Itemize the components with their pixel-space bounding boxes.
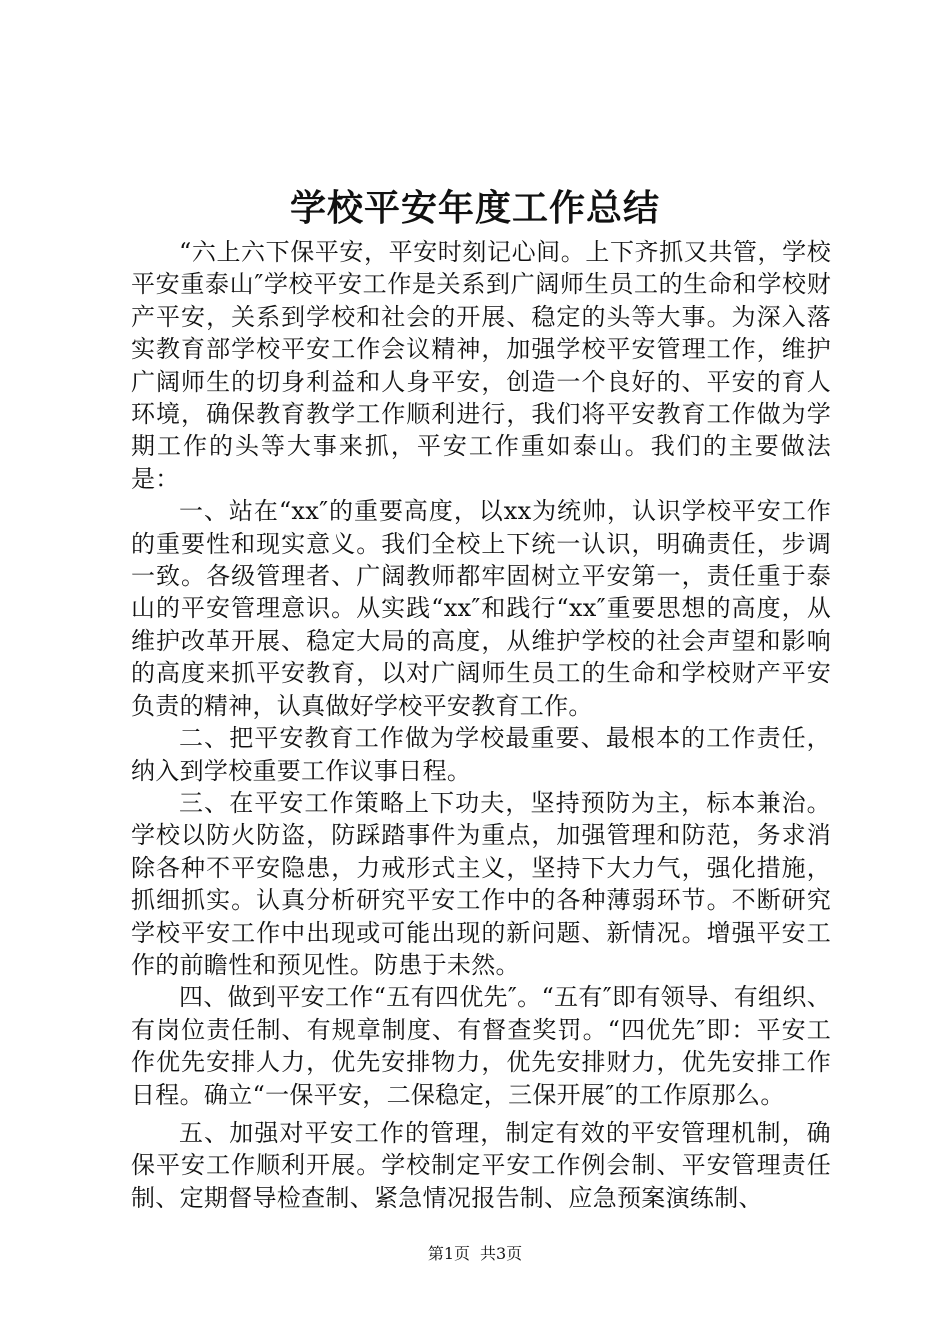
paragraph-item-1: 一、站在“xx″的重要高度，以xx为统帅，认识学校平安工作的重要性和现实意义。我们全校上下统一认识，明确责任，步调一致。各级管理者、广阔教师都牢固树立平安第一，责任重于泰山的平安管理意识。从实践“xx″和践行“xx″重要思想的高度，从维护改革开展、稳定大局的高度，从维护学校的社会声望和影响的高度来抓平安教育，以对广阔师生员工的生命和学校财产平安负责的精神，认真做好学校平安教育工作。 — [131, 497, 831, 720]
page-footer — [0, 1243, 950, 1265]
paragraph-item-4: 四、做到平安工作“五有四优先″。“五有″即有领导、有组织、有岗位责任制、有规章制度、有督查奖罚。“四优先″即：平安工作优先安排人力，优先安排物力，优先安排财力，优先安排工作日程。确立“一保平安，二保稳定，三保开展″的工作原那么。 — [131, 983, 831, 1109]
paragraph-item-3: 三、在平安工作策略上下功夫，坚持预防为主，标本兼治。学校以防火防盗，防踩踏事件为重点，加强管理和防范，务求消除各种不平安隐患，力戒形式主义，坚持下大力气，强化措施，抓细抓实。认真分析研究平安工作中的各种薄弱环节。不断研究学校平安工作中出现或可能出现的新问题、新情况。增强平安工作的前瞻性和预见性。防患于未然。 — [131, 788, 831, 979]
paragraph-item-5: 五、加强对平安工作的管理，制定有效的平安管理机制，确保平安工作顺利开展。学校制定平安工作例会制、平安管理责任制、定期督导检查制、紧急情况报告制、应急预案演练制、 — [131, 1118, 831, 1212]
page-total: 共3页 — [480, 1244, 523, 1263]
page-number: 第1页 — [427, 1244, 470, 1263]
document-body — [131, 236, 831, 1214]
document-title: 学校平安年度工作总结 — [289, 187, 660, 229]
paragraph-item-2: 二、把平安教育工作做为学校最重要、最根本的工作责任，纳入到学校重要工作议事日程。 — [131, 724, 831, 785]
paragraph-intro: “六上六下保平安，平安时刻记心间。上下齐抓又共管，学校平安重泰山″学校平安工作是关系到广阔师生员工的生命和学校财产平安，关系到学校和社会的开展、稳定的头等大事。为深入落实教育部学校平安工作会议精神，加强学校平安管理工作，维护广阔师生的切身利益和人身平安，创造一个良好的、平安的育人环境，确保教育教学工作顺利进行，我们将平安教育工作做为学期工作的头等大事来抓，平安工作重如泰山。我们的主要做法是： — [131, 238, 831, 493]
